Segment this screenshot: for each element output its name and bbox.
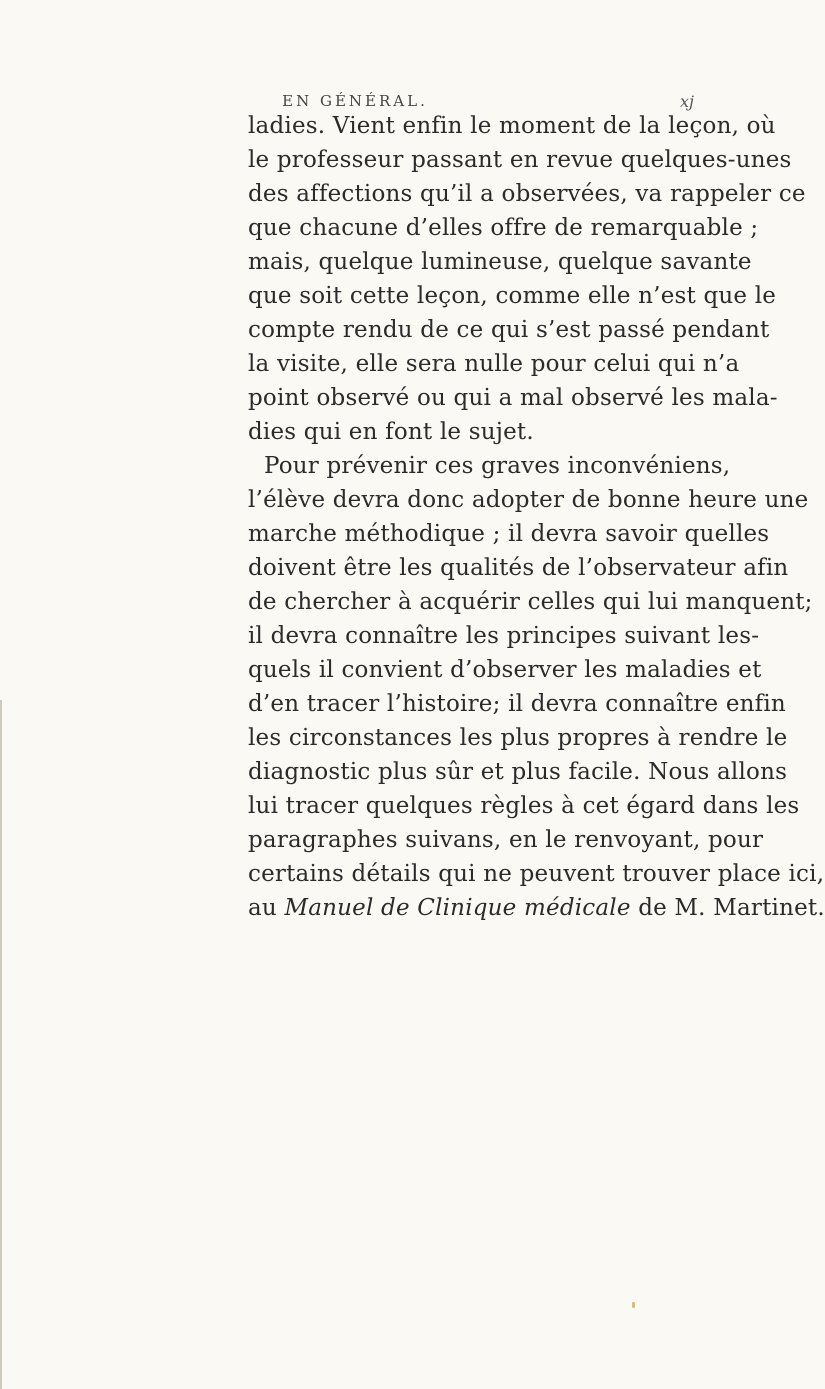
text-line: ladies. Vient enfin le moment de la leçon, où <box>248 113 776 139</box>
text-line: dies qui en font le sujet. <box>248 419 534 445</box>
text-line: le professeur passant en revue quelques-unes <box>248 147 792 173</box>
text-line: les circonstances les plus propres à rendre le <box>248 725 788 751</box>
text-span: au <box>248 895 277 921</box>
text-line: mais, quelque lumineuse, quelque savante <box>248 249 752 275</box>
text-line: des affections qu’il a observées, va rappeler ce <box>248 181 806 207</box>
text-line: Pour prévenir ces graves inconvéniens, <box>264 453 731 479</box>
text-line: paragraphes suivans, en le renvoyant, pour <box>248 827 764 853</box>
ink-speck <box>632 1302 635 1308</box>
text-line: que chacune d’elles offre de remarquable ; <box>248 215 759 241</box>
text-line: d’en tracer l’histoire; il devra connaître enfin <box>248 691 786 717</box>
text-line: il devra connaître les principes suivant les- <box>248 623 760 649</box>
book-title-italic: Manuel de Clinique médicale <box>284 895 631 921</box>
text-span: de M. Martinet. <box>638 895 825 921</box>
text-line: point observé ou qui a mal observé les mala- <box>248 385 778 411</box>
page-edge-shadow <box>0 700 2 1389</box>
text-line: compte rendu de ce qui s’est passé pendant <box>248 317 770 343</box>
text-line: la visite, elle sera nulle pour celui qui n’a <box>248 351 740 377</box>
text-line: marche méthodique ; il devra savoir quelles <box>248 521 770 547</box>
running-title: EN GÉNÉRAL. <box>282 92 428 110</box>
text-line: l’élève devra donc adopter de bonne heure une <box>248 487 809 513</box>
text-line-last <box>248 894 825 922</box>
text-line: doivent être les qualités de l’observateur afin <box>248 555 789 581</box>
text-line: certains détails qui ne peuvent trouver place ici, <box>248 861 825 887</box>
page-number: xj <box>680 92 694 111</box>
text-line: lui tracer quelques règles à cet égard dans les <box>248 793 800 819</box>
text-line: diagnostic plus sûr et plus facile. Nous allons <box>248 759 788 785</box>
text-line: quels il convient d’observer les maladies et <box>248 657 762 683</box>
text-line: que soit cette leçon, comme elle n’est que le <box>248 283 777 309</box>
text-line: de chercher à acquérir celles qui lui manquent; <box>248 589 813 615</box>
